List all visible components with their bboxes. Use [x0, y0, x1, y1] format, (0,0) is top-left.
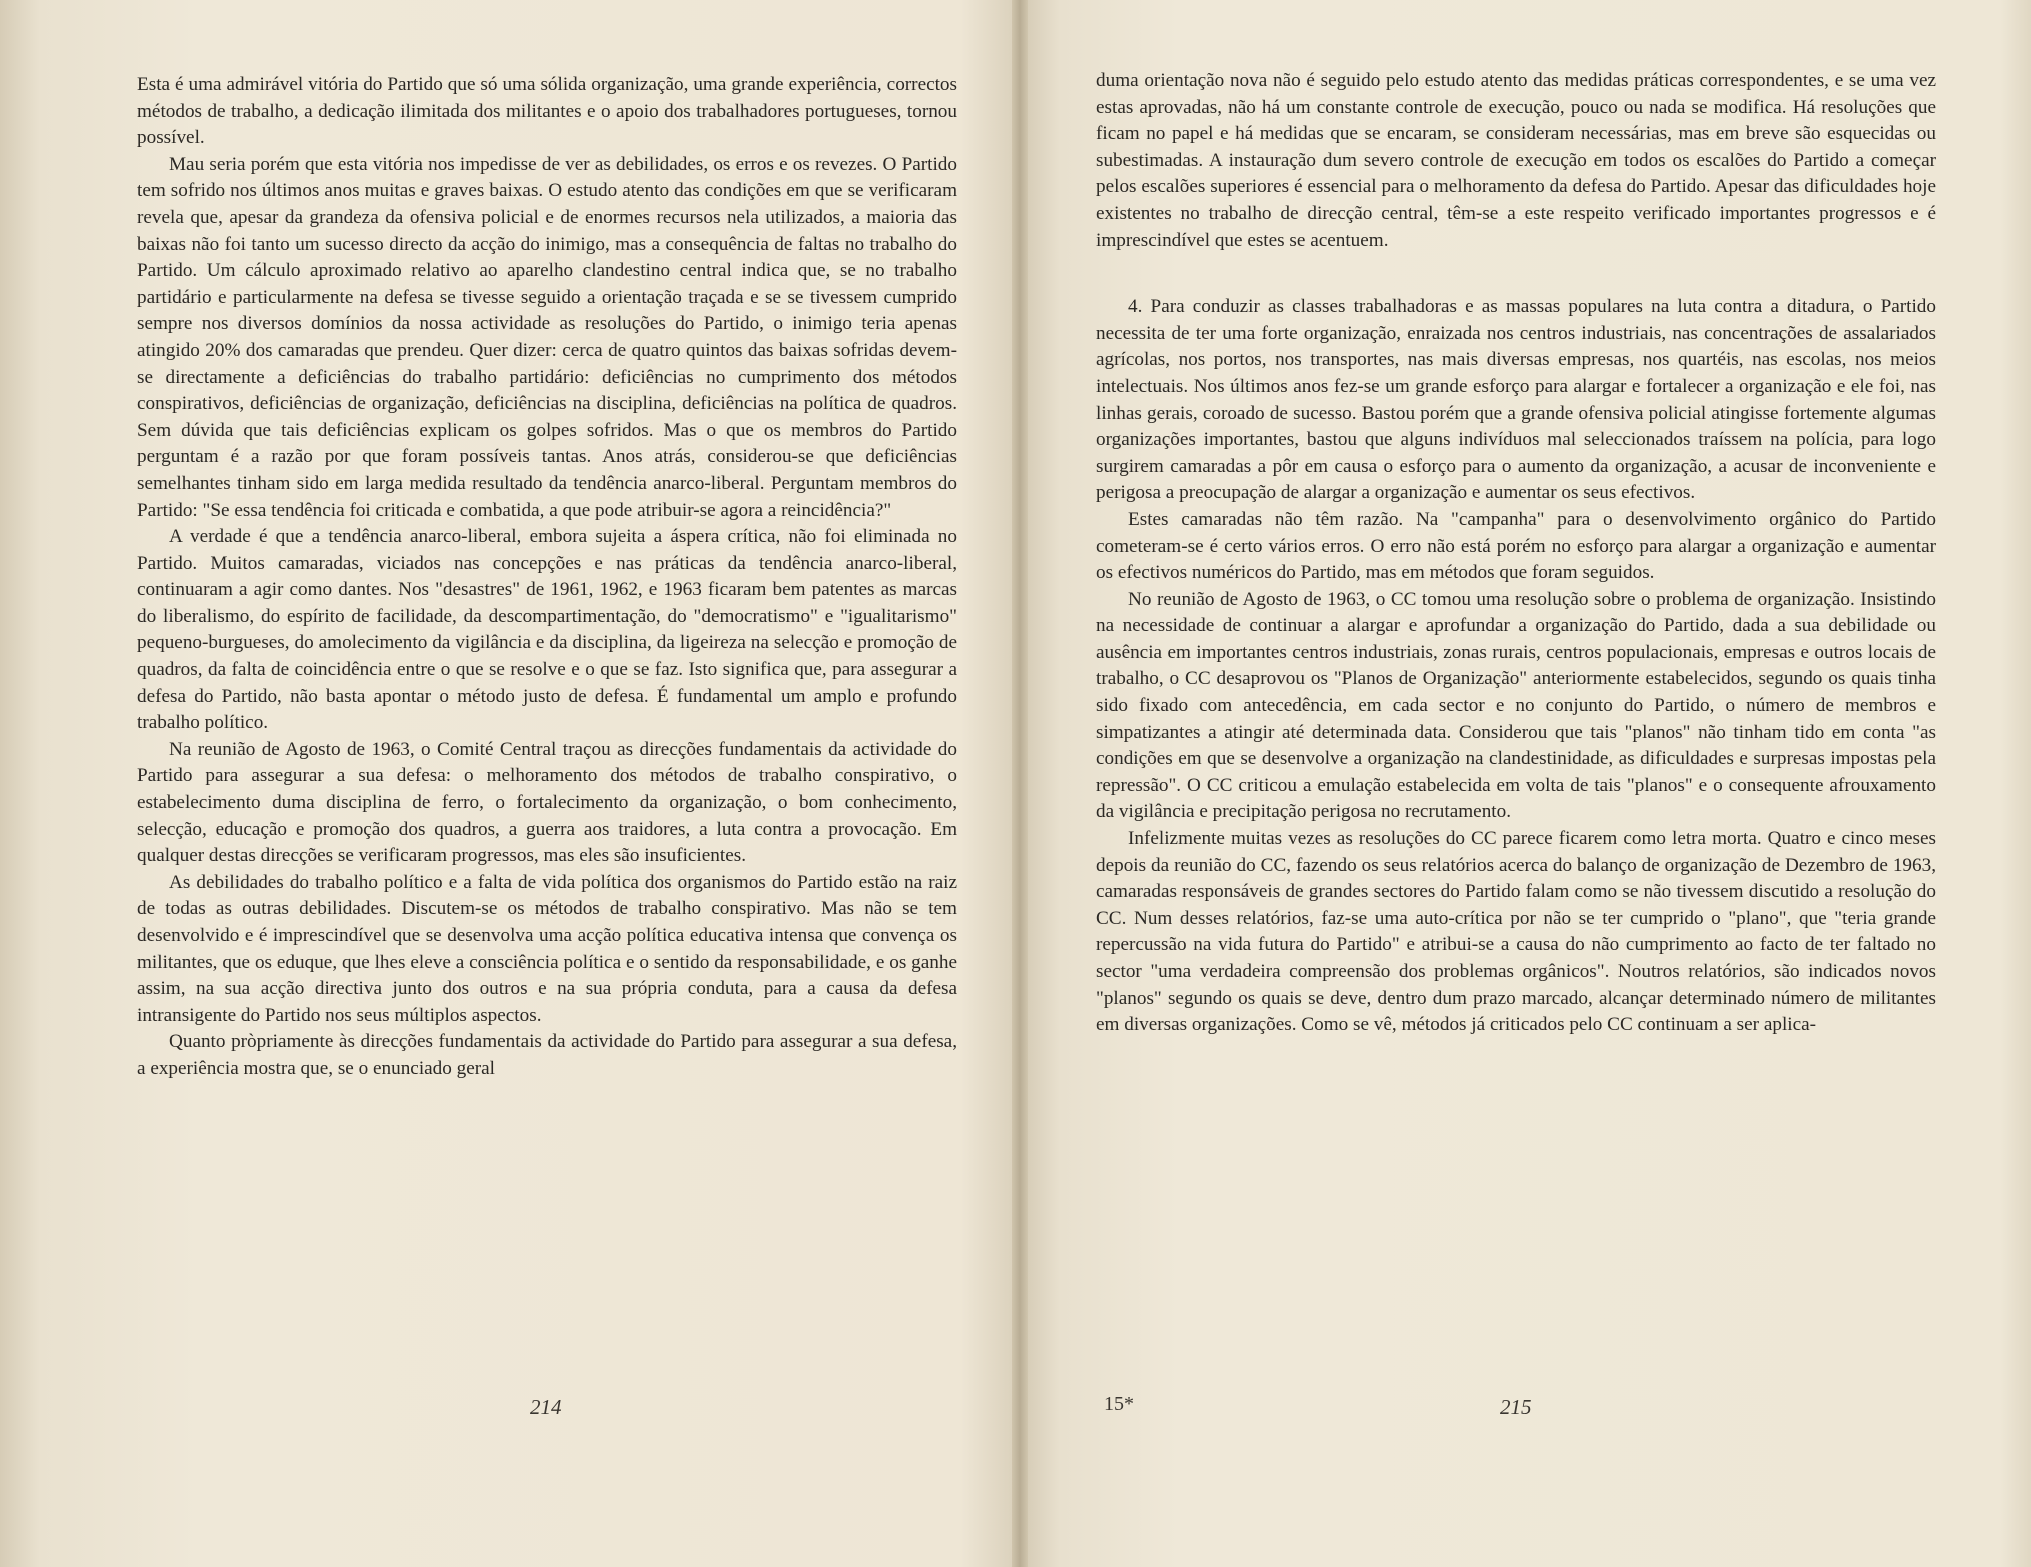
page-number: 215 — [1500, 1395, 1532, 1419]
left-page-text — [137, 72, 957, 1083]
paragraph: Quanto pròpriamente às direcções fundamentais da actividade do Partido para assegurar a sua defesa, a experiência mostra que, se o enunciado geral — [137, 1031, 957, 1079]
page-number: 214 — [530, 1395, 562, 1419]
paragraph: Na reunião de Agosto de 1963, o Comité Central traçou as direcções fundamentais da actividade do Partido para assegurar a sua defesa: o melhoramento dos métodos de trabalho conspirativo, o estabelecimento duma disciplina de ferro, o fortalecimento da organização, o bom conhecimento, selecção, educação e promoção dos quadros, a guerra aos traidores, a luta contra a provocação. Em qualquer destas direcções se verificaram progressos, mas eles são insuficientes. — [137, 738, 957, 867]
paragraph: No reunião de Agosto de 1963, o CC tomou uma resolução sobre o problema de organização. Insistindo na necessidade de continuar a alargar e aprofundar a organização do Partido, dada a sua debilidade ou ausência em importantes centros industriais, zonas rurais, centros populacionais, empresas e outros locais de trabalho, o CC desaprovou os "Planos de Organização" anteriormente estabelecidos, segundo os quais tinha sido fixado com antecedência, em cada sector e no conjunto do Partido, o número de membros e simpatizantes a atingir até determinada data. Considerou que tais "planos" não tinham tido em conta "as condições em que se desenvolve a organização na clandestinidade, as dificuldades e surpresas impostas pela repressão". O CC criticou a emulação estabelecida em volta de tais "planos" e o consequente afrouxamento da vigilância e precipitação perigosa no recrutamento. — [1096, 588, 1936, 823]
paragraph: 4. Para conduzir as classes trabalhadoras e as massas populares na luta contra a ditadura, o Partido necessita de ter uma forte organização, enraizada nos centros industriais, nas concentrações de assalariados agrícolas, nos portos, nos transportes, nas mais diversas empresas, nos quartéis, nas escolas, nos meios intelectuais. Nos últimos anos fez-se um grande esforço para alargar e fortalecer a organização e ele foi, nas linhas gerais, coroado de sucesso. Bastou porém que a grande ofensiva policial atingisse fortemente algumas organizações importantes, bastou que alguns indivíduos mal seleccionados traíssem na polícia, para logo surgirem camaradas a pôr em causa o esforço para o aumento da organização, a acusar de inconveniente e perigosa a preocupação de alargar a organização e aumentar os seus efectivos. — [1096, 296, 1936, 504]
book-gutter — [1012, 0, 1028, 1567]
right-page — [1020, 0, 2031, 1567]
paragraph: As debilidades do trabalho político e a falta de vida política dos organismos do Partido estão na raiz de todas as outras debilidades. Discutem-se os métodos de trabalho conspirativo. Mas não se tem desenvolvido e é imprescindível que se desenvolva uma acção política educativa intensa que convença os militantes, que os eduque, que lhes eleve a consciência política e o sentido da responsabilidade, e os ganhe assim, na sua acção directiva junto dos outros e na sua própria conduta, para a causa da defesa intransigente do Partido nos seus múltiplos aspectos. — [137, 871, 957, 1026]
paragraph: Infelizmente muitas vezes as resoluções do CC parece ficarem como letra morta. Quatro e cinco meses depois da reunião do CC, fazendo os seus relatórios acerca do balanço de organização de Dezembro de 1963, camaradas responsáveis de grandes sectores do Partido falam como se não tivessem discutido a resolução do CC. Num desses relatórios, faz-se uma auto-crítica por não se ter cumprido o "plano", que "teria grande repercussão na vida futura do Partido" e atribui-se a causa do não cumprimento ao facto de ter faltado no sector "uma verdadeira compreensão dos problemas orgânicos". Noutros relatórios, são indicados novos "planos" segundo os quais se deve, dentro dum prazo marcado, alcançar determinado número de militantes em diversas organizações. Como se vê, métodos já criticados pelo CC continuam a ser aplica- — [1096, 828, 1936, 1036]
signature-mark: 15* — [1104, 1393, 1134, 1415]
right-page-text — [1096, 68, 1936, 1039]
paragraph: Mau seria porém que esta vitória nos impedisse de ver as debilidades, os erros e os revezes. O Partido tem sofrido nos últimos anos muitas e graves baixas. O estudo atento das condições em que se verificaram revela que, apesar da grandeza da ofensiva policial e de enormes recursos nela utilizados, a maioria das baixas não foi tanto um sucesso directo da acção do inimigo, mas a consequência de faltas no trabalho do Partido. Um cálculo aproximado relativo ao aparelho clandestino central indica que, se no trabalho partidário e particularmente na defesa se tivesse seguido a orientação traçada e se se tivessem cumprido sempre nos diversos domínios da nossa actividade as resoluções do Partido, o inimigo teria apenas atingido 20% dos camaradas que prendeu. Quer dizer: cerca de quatro quintos das baixas sofridas devem-se directamente a deficiências do trabalho partidário: deficiências no cumprimento dos métodos conspirativos, deficiências de organização, deficiências na disciplina, deficiências na política de quadros. Sem dúvida que tais deficiências explicam os golpes sofridos. Mas o que os membros do Partido perguntam é a razão por que foram possíveis tantas. Anos atrás, considerou-se que deficiências semelhantes tinham sido em larga medida resultado da tendência anarco-liberal. Perguntam membros do Partido: "Se essa tendência foi criticada e combatida, a que pode atribuir-se agora a reincidência?" — [137, 153, 957, 521]
paragraph: Esta é uma admirável vitória do Partido que só uma sólida organização, uma grande experiência, correctos métodos de trabalho, a dedicação ilimitada dos militantes e o apoio dos trabalhadores portugueses, tornou possível. — [137, 74, 957, 149]
paragraph: Estes camaradas não têm razão. Na "campanha" para o desenvolvimento orgânico do Partido cometeram-se é certo vários erros. O erro não está porém no esforço para alargar a organização e aumentar os efectivos numéricos do Partido, mas em métodos que foram seguidos. — [1096, 508, 1936, 584]
paragraph: duma orientação nova não é seguido pelo estudo atento das medidas práticas correspondentes, e se uma vez estas aprovadas, não há um constante controle de execução, pouco ou nada se modifica. Há resoluções que ficam no papel e há medidas que se encaram, se consideram necessárias, mas em breve são esquecidas ou subestimadas. A instauração dum severo controle de execução em todos os escalões do Partido a começar pelos escalões superiores é essencial para o melhoramento da defesa do Partido. Apesar das dificuldades hoje existentes no trabalho de direcção central, têm-se a este respeito verificado importantes progressos e é imprescindível que estes se acentuem. — [1096, 70, 1936, 251]
paragraph: A verdade é que a tendência anarco-liberal, embora sujeita a áspera crítica, não foi eliminada no Partido. Muitos camaradas, viciados nas concepções e nas práticas da tendência anarco-liberal, continuaram a agir como dantes. Nos "desastres" de 1961, 1962, e 1963 ficaram bem patentes as marcas do liberalismo, do espírito de facilidade, da descompartimentação, do "democratismo" e "igualitarismo" pequeno-burgueses, do amolecimento da vigilância e da disciplina, da ligeireza na selecção e promoção de quadros, da falta de coincidência entre o que se resolve e o que se faz. Isto significa que, para assegurar a defesa do Partido, não basta apontar o método justo de defesa. É fundamental um amplo e profundo trabalho político. — [137, 526, 957, 734]
